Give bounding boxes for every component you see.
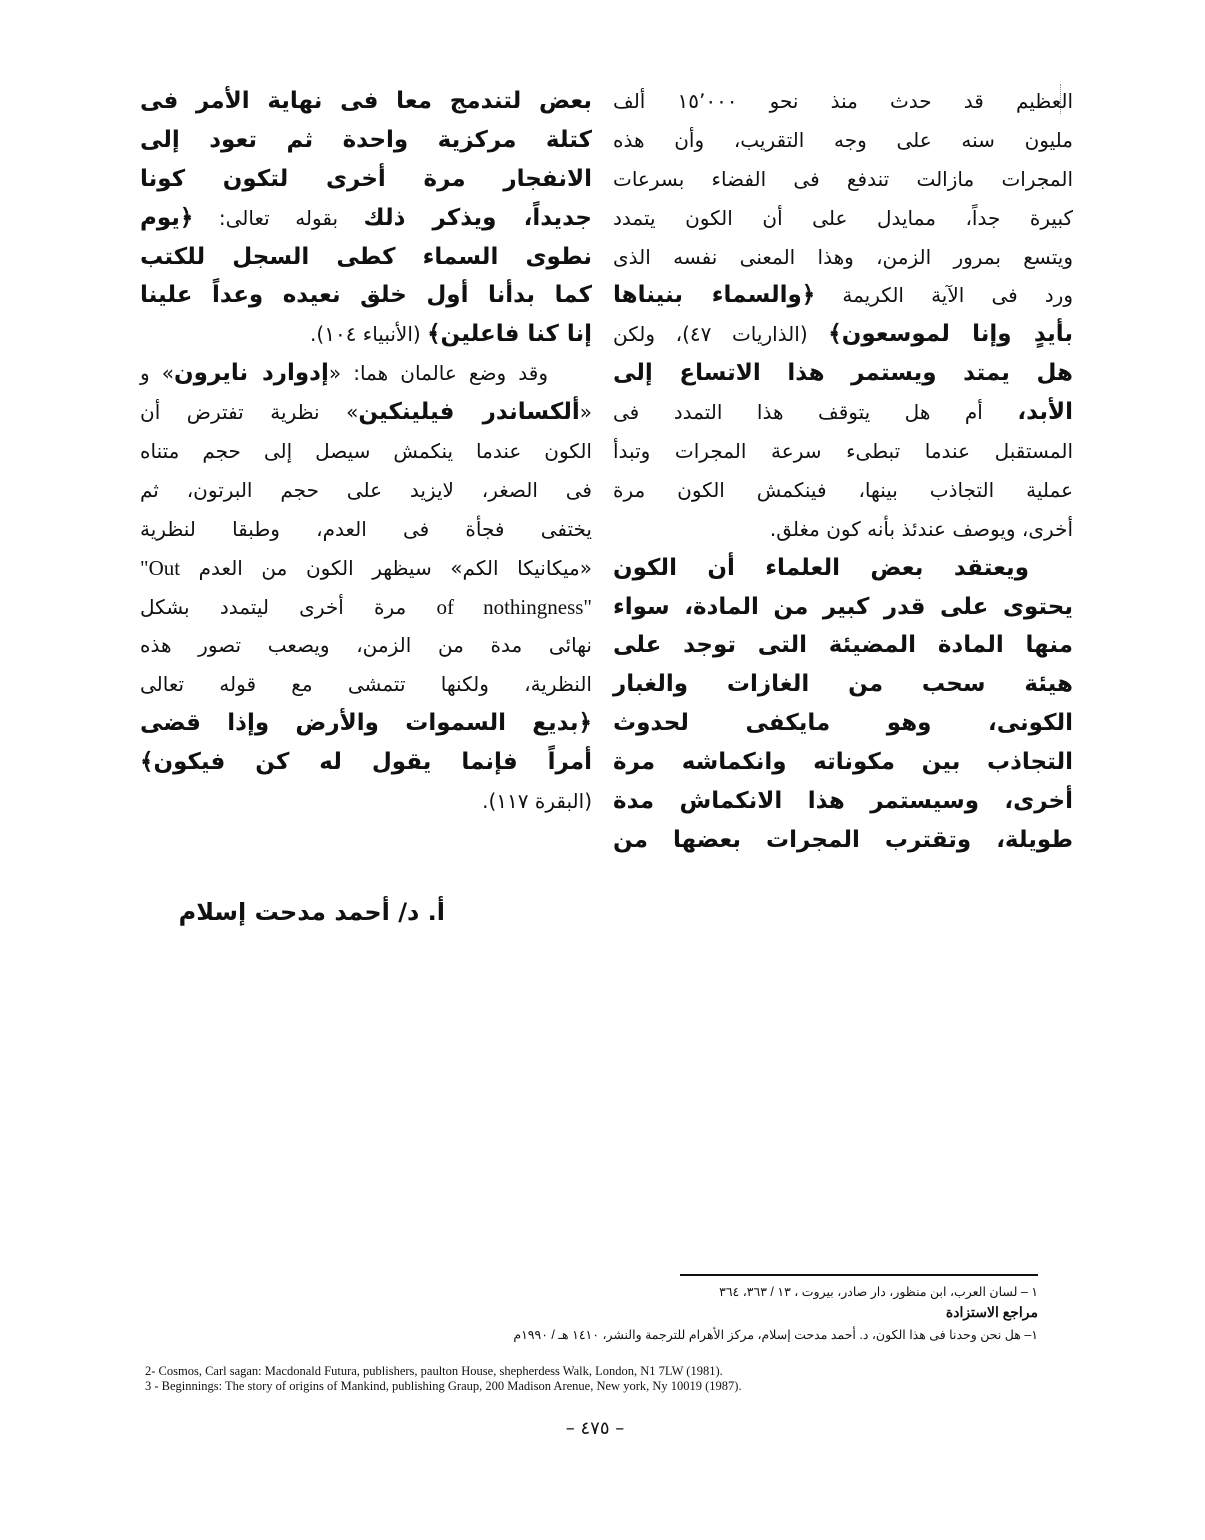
emphasis-text: بأيدٍ وإنا لموسعون﴾ — [828, 321, 1074, 348]
text-line: فى الصغر، لايزيد على حجم البرتون، ثم — [140, 477, 592, 502]
text-span: (الأنبياء ١٠٤). — [310, 322, 428, 347]
text-line: الكونى، وهو مايكفى لحدوث — [613, 710, 1073, 737]
further-reading-ref-3: 3 - Beginnings: The story of origins of Mankind, publishing Graup, 200 Madison Arenue, New york, Ny 10019 (1987). — [145, 1379, 742, 1393]
emphasis-text: إنا كنا فاعلين﴾ — [427, 321, 592, 348]
right-column — [613, 82, 1073, 860]
text-span: أم هل يتوقف هذا التمدد فى — [613, 400, 1018, 425]
latin-text: of nothingness" — [436, 594, 593, 619]
text-line — [613, 393, 1073, 432]
text-line: كتلة مركزية واحدة ثم تعود إلى — [140, 126, 592, 153]
further-reading-heading: مراجع الاستزادة — [945, 1304, 1038, 1320]
text-line: التجاذب بين مكوناته وانكماشه مرة — [613, 749, 1073, 776]
text-line: ﴿بديع السموات والأرض وإذا قضى — [140, 710, 592, 737]
text-line: يحتوى على قدر كبير من المادة، سواء — [613, 593, 1073, 620]
text-line: أخرى، وسيستمر هذا الانكماش مدة — [613, 788, 1073, 815]
emphasis-text: ﴿يوم — [140, 204, 194, 231]
text-line: نطوى السماء كطى السجل للكتب — [140, 243, 592, 270]
text-span: (الذاريات ٤٧)، ولكن — [613, 322, 829, 347]
text-span: وقد وضع عالمان هما: « — [328, 361, 548, 386]
text-line: هيئة سحب من الغازات والغبار — [613, 671, 1073, 698]
text-span: » و — [140, 361, 175, 386]
further-reading-ref-1: ١– هل نحن وحدنا فى هذا الكون، د. أحمد مدحت إسلام، مركز الأهرام للترجمة والنشر، ١٤١٠ هـ / ١٩٩٠م — [513, 1328, 1038, 1342]
text-line: ويتسع بمرور الزمن، وهذا المعنى نفسه الذى — [613, 244, 1073, 269]
text-line: ويعتقد بعض العلماء أن الكون — [613, 554, 1029, 581]
emphasis-text: الأبد، — [1017, 399, 1073, 426]
text-line — [140, 588, 592, 627]
text-line — [140, 354, 592, 393]
text-line: النظرية، ولكنها تتمشى مع قوله تعالى — [140, 672, 592, 697]
text-line: عملية التجاذب بينها، فينكمش الكون مرة — [613, 477, 1073, 502]
text-line: الانفجار مرة أخرى لتكون كونا — [140, 165, 592, 192]
emphasis-text: ﴿والسماء بنيناها — [613, 282, 816, 309]
page-number: – ٤٧٥ – — [565, 1418, 625, 1439]
latin-text: "Out — [140, 555, 181, 580]
text-line: نهائى مدة من الزمن، ويصعب تصور هذه — [140, 633, 592, 658]
text-line — [140, 315, 592, 354]
text-span: » نظرية تفترض أن — [140, 400, 359, 425]
text-line: (البقرة ١١٧). — [482, 789, 592, 814]
text-line: المجرات مازالت تندفع فى الفضاء بسرعات — [613, 166, 1073, 191]
text-span: «ميكانيكا الكم» سيظهر الكون من العدم — [180, 555, 592, 580]
text-line — [613, 276, 1073, 315]
text-span: مرة أخرى ليتمدد بشكل — [140, 594, 437, 619]
text-line: أمراً فإنما يقول له كن فيكون﴾ — [140, 749, 592, 776]
text-line: منها المادة المضيئة التى توجد على — [613, 632, 1073, 659]
text-line: يختفى فجأة فى العدم، وطبقا لنظرية — [140, 516, 592, 541]
text-line — [140, 199, 592, 238]
emphasis-text: إدوارد نايرون — [174, 360, 329, 387]
text-line — [140, 549, 592, 588]
emphasis-text: ألكساندر فيلينكين — [358, 399, 580, 426]
text-line: بعض لتندمج معا فى نهاية الأمر فى — [140, 88, 592, 114]
text-span: « — [579, 400, 592, 425]
text-line: كما بدأنا أول خلق نعيده وعداً علينا — [140, 282, 592, 309]
text-line: الكون عندما ينكمش سيصل إلى حجم متناه — [140, 439, 592, 464]
text-line: طويلة، وتقترب المجرات بعضها من — [613, 826, 1073, 853]
footnote-1: ١ – لسان العرب، ابن منظور، دار صادر، بيروت ، ١٣ / ٣٦٣، ٣٦٤ — [719, 1285, 1038, 1299]
text-line: كبيرة جداً، ممايدل على أن الكون يتمدد — [613, 205, 1073, 230]
left-column — [140, 82, 592, 821]
author-signature: أ. د/ أحمد مدحت إسلام — [178, 898, 445, 926]
text-line: المستقبل عندما تبطىء سرعة المجرات وتبدأ — [613, 439, 1073, 464]
further-reading-ref-2: 2- Cosmos, Carl sagan: Macdonald Futura, publishers, paulton House, shepherdess Walk, London, N1 7LW (1981). — [145, 1364, 723, 1378]
text-line — [140, 393, 592, 432]
text-line: مليون سنه على وجه التقريب، وأن هذه — [613, 127, 1073, 152]
footnote-divider — [680, 1274, 1038, 1276]
text-line: العظيم قد حدث منذ نحو ١٥٬٠٠٠ ألف — [613, 89, 1074, 113]
text-line: هل يمتد ويستمر هذا الاتساع إلى — [613, 360, 1073, 387]
text-line — [613, 315, 1073, 354]
text-span: ورد فى الآية الكريمة — [815, 283, 1074, 308]
emphasis-text: جديداً، ويذكر ذلك — [363, 204, 592, 231]
text-span: بقوله تعالى: — [193, 205, 364, 230]
text-line: أخرى، ويوصف عندئذ بأنه كون مغلق. — [769, 516, 1073, 541]
